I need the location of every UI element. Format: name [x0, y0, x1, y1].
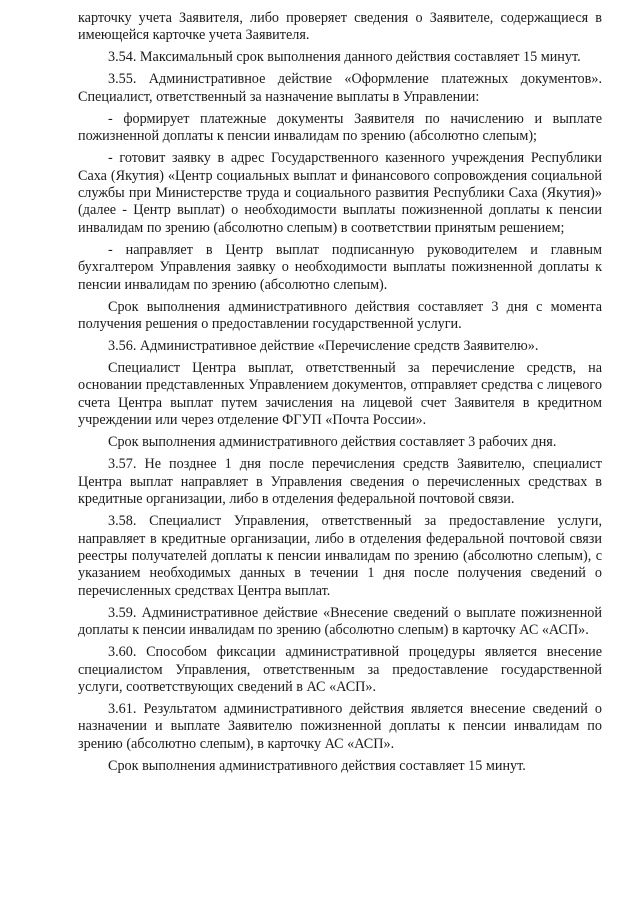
paragraph-3-61: 3.61. Результатом административного действия является внесение сведений о назначении и выплате Заявителю пожизненной доплаты к пенсии инвалидам по зрению (абсолютно слепым), в карточку АС «АСП». [78, 700, 602, 752]
list-item-forms-payment-documents: - формирует платежные документы Заявителя по начислению и выплате пожизненной доплаты к пенсии инвалидам по зрению (абсолютно слепым); [78, 110, 602, 145]
paragraph-3-54: 3.54. Максимальный срок выполнения данного действия составляет 15 минут. [108, 49, 581, 66]
paragraph-3-58: 3.58. Специалист Управления, ответственный за предоставление услуги, направляет в кредитные организации, либо в отделения федеральной почтовой связи реестры получателей доплаты к пенсии инвалидам по зрению (абсолютно слепым), с указанием необходимых данных в течении 1 дня после получения сведений о перечисленных средствах Центра выплат. [78, 513, 602, 599]
paragraph-deadline-3-days: Срок выполнения административного действия составляет 3 дня с момента получения решения о предоставлении государственной услуги. [78, 298, 602, 333]
paragraph-3-57: 3.57. Не позднее 1 дня после перечисления средств Заявителю, специалист Центра выплат направляет в Управления сведения о перечисленных средствах в кредитные организации, либо в отделения федеральной почтовой связи. [78, 456, 602, 508]
paragraph-payment-center-specialist: Специалист Центра выплат, ответственный за перечисление средств, на основании представленных Управлением документов, отправляет средства с лицевого счета Центра выплат путем зачисления на лицевой счет Заявителя в кредитном учреждении или через отделение ФГУП «Почта России». [78, 360, 602, 429]
list-item-sends-request: - направляет в Центр выплат подписанную руководителем и главным бухгалтером Управления заявку о необходимости выплаты пожизненной доплаты к пенсии инвалидам по зрению (абсолютно слепым). [78, 241, 602, 293]
paragraph-deadline-3-working-days: Срок выполнения административного действия составляет 3 рабочих дня. [108, 434, 557, 451]
paragraph-deadline-15-minutes: Срок выполнения административного действия составляет 15 минут. [108, 757, 526, 774]
paragraph-3-55: 3.55. Административное действие «Оформление платежных документов». Специалист, ответственный за назначение выплаты в Управлении: [78, 71, 602, 105]
document-page [78, 10, 602, 780]
paragraph-3-56: 3.56. Административное действие «Перечисление средств Заявителю». [108, 338, 539, 355]
paragraph-3-60: 3.60. Способом фиксации административной процедуры является внесение специалистом Управления, ответственным за предоставление государственной услуги, соответствующих сведений в АС «АСП». [78, 644, 602, 695]
list-item-prepares-request: - готовит заявку в адрес Государственного казенного учреждения Республики Саха (Якутия) «Центр социальных выплат и финансового сопровождения социальной службы при Министерстве труда и социального развития Республики Саха (Якутия)» (далее - Центр выплат) о необходимости выплаты пожизненной доплаты к пенсии инвалидам по зрению (абсолютно слепым) в соответствии принятым решением; [78, 150, 602, 236]
paragraph-continuation: карточку учета Заявителя, либо проверяет сведения о Заявителе, содержащиеся в имеющейся карточке учета Заявителя. [78, 10, 602, 44]
paragraph-3-59: 3.59. Административное действие «Внесение сведений о выплате пожизненной доплаты к пенсии инвалидам по зрению (абсолютно слепым) в карточку АС «АСП». [78, 604, 602, 639]
